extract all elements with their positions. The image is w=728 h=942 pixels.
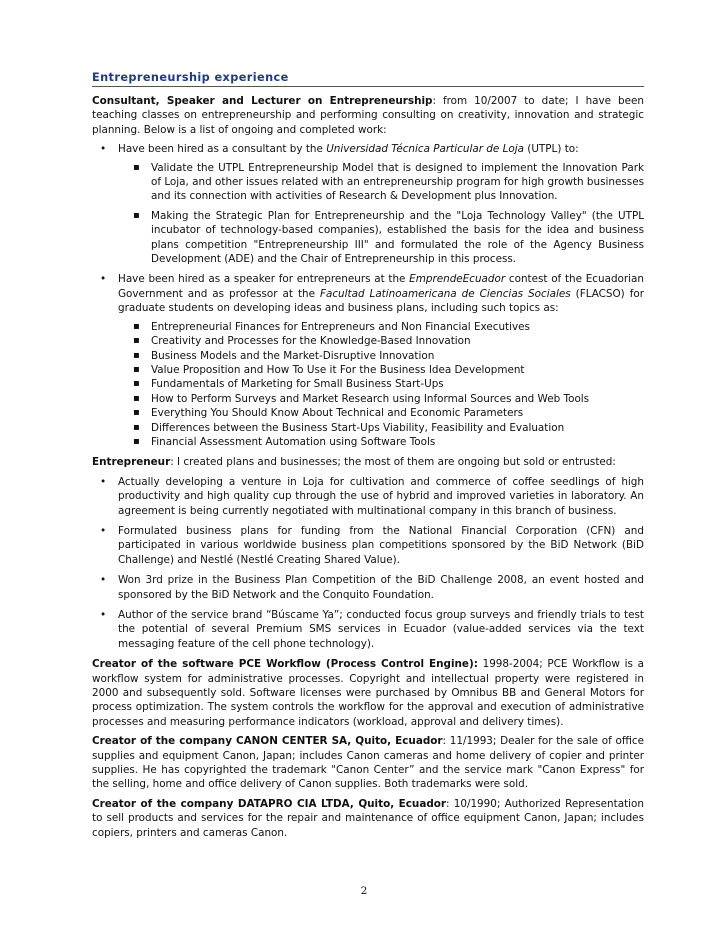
topics-sublist <box>118 320 644 450</box>
entrepreneur-lead: Entrepreneur <box>92 456 171 469</box>
list-item: ▪ Financial Assessment Automation using Software Tools <box>118 435 644 449</box>
speaker-text-pre: Have been hired as a speaker for entrepreneurs at the <box>118 273 410 286</box>
list-item: ▪ Entrepreneurial Finances for Entrepreneurs and Non Financial Executives <box>118 320 644 334</box>
list-item: • Author of the service brand “Búscame Ya”; conducted focus group surveys and friendly trials to test the potential of several Premium SMS services in Ecuador (value-added services via the text messaging feature of the cell phone technology). <box>92 608 644 651</box>
datapro-lead: Creator of the company DATAPRO CIA LTDA, Quito, Ecuador <box>92 797 447 810</box>
list-item: ▪ Value Proposition and How To Use it For the Business Idea Development <box>118 363 644 377</box>
datapro-text: : 10/1990; Authorized Representation to sell products and services for the repair and maintenance of office equipment Canon, Japan; includes copiers, printers and cameras Canon. <box>92 797 644 839</box>
entrepreneur-list <box>92 475 644 651</box>
speaker-text-post: (FLACSO) for graduate students on developing ideas and business plans, including such topics as: <box>118 287 644 315</box>
consultant-paragraph <box>92 94 644 137</box>
speaker-text-mid: contest of the Ecuadorian Government and as professor at the <box>118 273 645 300</box>
utpl-text-post: (UTPL) to: <box>523 143 579 156</box>
list-item: ▪ Everything You Should Know About Technical and Economic Parameters <box>118 406 644 420</box>
list-item: • Formulated business plans for funding from the National Financial Corporation (CFN) and participated in various worldwide business plan competitions sponsored by the BiD Network (BiD Challenge) and Nestlé (Nestlé Creating Shared Value). <box>92 524 644 567</box>
list-item: • Won 3rd prize in the Business Plan Competition of the BiD Challenge 2008, an event hosted and sponsored by the BiD Network and the Conquito Foundation. <box>92 573 644 602</box>
canon-lead: Creator of the company CANON CENTER SA, Quito, Ecuador <box>92 735 443 748</box>
list-item: ▪ Validate the UTPL Entrepreneurship Model that is designed to implement the Innovation Park of Loja, and other issues related with an entrepreneurship program for high growth businesses and its connection with activities of Research & Development plus Innovation. <box>118 161 644 204</box>
utpl-text-pre: Have been hired as a consultant by the <box>118 143 327 156</box>
list-item: ▪ Fundamentals of Marketing for Small Business Start-Ups <box>118 377 644 391</box>
canon-text: : 11/1993; Dealer for the sale of office supplies and equipment Canon, Japan; includes Canon cameras and home delivery of copier and printer supplies. He has copyrighted the trademark "Canon Center” and the service mark "Canon Express" for the selling, home and office delivery of Canon supplies. Both trademarks were sold. <box>92 735 644 791</box>
speaker-bullet <box>92 272 644 449</box>
utpl-sublist <box>118 161 644 267</box>
entrepreneur-text: : I created plans and businesses; the most of them are ongoing but sold or entrusted: <box>170 456 616 469</box>
page-number: 2 <box>360 885 368 897</box>
list-item: ▪ Differences between the Business Start-Ups Viability, Feasibility and Evaluation <box>118 421 644 435</box>
canon-paragraph <box>92 734 644 792</box>
consultant-list <box>92 142 644 449</box>
entrepreneur-paragraph <box>92 455 644 469</box>
list-item: ▪ Creativity and Processes for the Knowledge-Based Innovation <box>118 334 644 348</box>
document-page <box>92 71 644 845</box>
datapro-paragraph <box>92 797 644 840</box>
utpl-university-name: Universidad Técnica Particular de Loja <box>326 143 524 156</box>
speaker-faculty-name: Facultad Latinoamericana de Ciencias Sociales <box>319 287 571 300</box>
consultant-text: : from 10/2007 to date; I have been teaching classes on entrepreneurship and performing consulting on creativity, innovation and strategic planning. Below is a list of ongoing and completed work: <box>92 95 644 136</box>
list-item: ▪ Business Models and the Market-Disruptive Innovation <box>118 349 644 363</box>
pce-paragraph <box>92 657 644 729</box>
speaker-contest-name: EmprendeEcuador <box>409 273 506 286</box>
pce-text: 1998-2004; PCE Workflow is a workflow system for administrative processes. Copyright and intellectual property were registered in 2000 and subsequently sold. Software licenses were purchased by Omnibus BB and General Motors for process optimization. The system controls the workflow for the approval and execution of administrative processes and measuring performance indicators (workload, approval and delivery times). <box>92 658 644 728</box>
list-item: • Actually developing a venture in Loja for cultivation and commerce of coffee seedlings of high productivity and high quality cup through the use of hybrid and improved varieties in laboratory. An agreement is being currently negotiated with multinational company in this branch of business. <box>92 475 644 518</box>
list-item: ▪ Making the Strategic Plan for Entrepreneurship and the "Loja Technology Valley" (the UTPL incubator of technology-based companies), established the basis for the idea and business plans competition "Entrepreneurship III" and formulated the role of the Agency Business Development (ADE) and the Chair of Entrepreneurship in this process. <box>118 209 644 267</box>
pce-lead: Creator of the software PCE Workflow (Process Control Engine): <box>92 658 478 671</box>
utpl-bullet <box>92 142 644 266</box>
consultant-lead: Consultant, Speaker and Lecturer on Entrepreneurship <box>92 95 433 107</box>
list-item: ▪ How to Perform Surveys and Market Research using Informal Sources and Web Tools <box>118 392 644 406</box>
section-title: Entrepreneurship experience <box>92 71 644 87</box>
